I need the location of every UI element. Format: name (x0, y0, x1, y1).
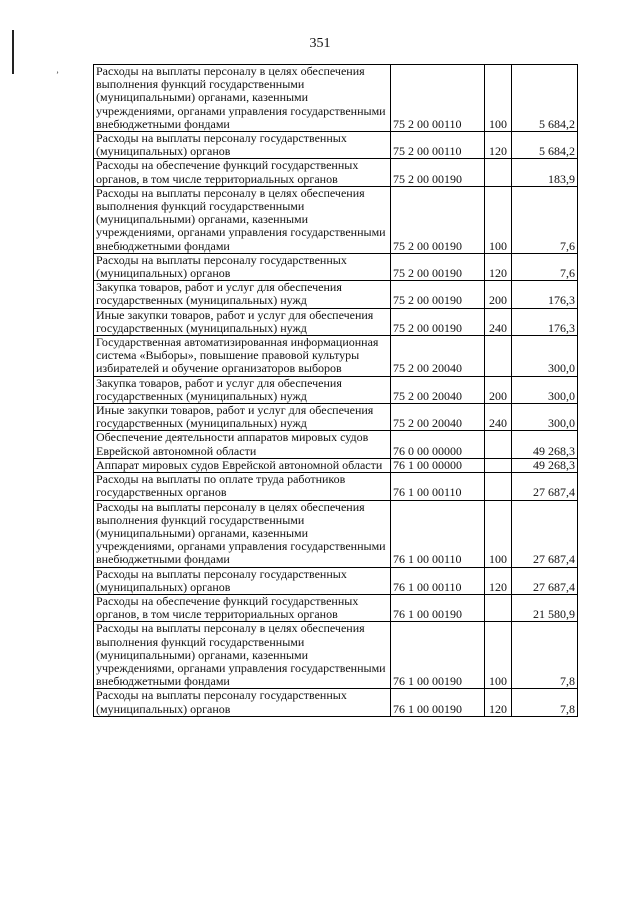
row-vr-cell: 120 (485, 253, 512, 280)
row-amount-cell: 27 687,4 (512, 473, 578, 500)
row-name-cell: Расходы на выплаты персоналу в целях обеспечения выполнения функций государственными (муниципальными) органами, казенными учреждениями, органами управления государственными внебюджетными фондами (94, 65, 391, 132)
row-code-cell: 75 2 00 00190 (391, 253, 485, 280)
row-name-cell: Расходы на обеспечение функций государственных органов, в том числе территориальных органов (94, 159, 391, 186)
row-name-cell: Обеспечение деятельности аппаратов мировых судов Еврейской автономной области (94, 431, 391, 458)
row-amount-cell: 21 580,9 (512, 594, 578, 621)
table-row (94, 308, 578, 335)
row-amount-cell: 300,0 (512, 336, 578, 377)
row-vr-cell: 100 (485, 500, 512, 567)
row-name-cell: Расходы на выплаты персоналу в целях обеспечения выполнения функций государственными (муниципальными) органами, казенными учреждениями, органами управления государственными внебюджетными фондами (94, 622, 391, 689)
row-code-cell: 76 1 00 00110 (391, 567, 485, 594)
margin-mark: ’ (56, 70, 59, 80)
row-code-cell: 75 2 00 00190 (391, 281, 485, 308)
table-row (94, 186, 578, 253)
row-code-cell: 75 2 00 00190 (391, 159, 485, 186)
row-name-cell: Расходы на выплаты персоналу в целях обеспечения выполнения функций государственными (муниципальными) органами, казенными учреждениями, органами управления государственными внебюджетными фондами (94, 500, 391, 567)
row-vr-cell (485, 336, 512, 377)
row-code-cell: 76 1 00 00190 (391, 689, 485, 716)
row-amount-cell: 49 268,3 (512, 431, 578, 458)
row-name-cell: Государственная автоматизированная информационная система «Выборы», повышение правовой культуры избирателей и обучение организаторов выборов (94, 336, 391, 377)
table-row (94, 281, 578, 308)
row-name-cell: Расходы на выплаты персоналу государственных (муниципальных) органов (94, 689, 391, 716)
row-name-cell: Закупка товаров, работ и услуг для обеспечения государственных (муниципальных) нужд (94, 376, 391, 403)
row-name-cell: Иные закупки товаров, работ и услуг для обеспечения государственных (муниципальных) нужд (94, 404, 391, 431)
row-name-cell: Аппарат мировых судов Еврейской автономной области (94, 458, 391, 472)
row-name-cell: Закупка товаров, работ и услуг для обеспечения государственных (муниципальных) нужд (94, 281, 391, 308)
row-amount-cell: 7,6 (512, 253, 578, 280)
row-code-cell: 75 2 00 20040 (391, 404, 485, 431)
row-vr-cell: 100 (485, 186, 512, 253)
row-code-cell: 76 1 00 00110 (391, 500, 485, 567)
table-row (94, 567, 578, 594)
table-row (94, 159, 578, 186)
row-amount-cell: 300,0 (512, 376, 578, 403)
row-vr-cell: 200 (485, 376, 512, 403)
row-code-cell: 76 1 00 00190 (391, 594, 485, 621)
row-code-cell: 75 2 00 00110 (391, 65, 485, 132)
row-vr-cell: 120 (485, 567, 512, 594)
row-name-cell: Расходы на выплаты персоналу государственных (муниципальных) органов (94, 132, 391, 159)
row-vr-cell: 200 (485, 281, 512, 308)
table-row (94, 336, 578, 377)
row-vr-cell (485, 473, 512, 500)
row-vr-cell: 120 (485, 689, 512, 716)
row-code-cell: 75 2 00 20040 (391, 336, 485, 377)
row-code-cell: 76 1 00 00110 (391, 473, 485, 500)
row-amount-cell: 5 684,2 (512, 132, 578, 159)
row-code-cell: 76 1 00 00190 (391, 622, 485, 689)
table-row (94, 500, 578, 567)
table-row (94, 404, 578, 431)
row-code-cell: 76 0 00 00000 (391, 431, 485, 458)
row-code-cell: 75 2 00 00190 (391, 186, 485, 253)
table-row (94, 689, 578, 716)
row-vr-cell: 240 (485, 404, 512, 431)
table-row (94, 376, 578, 403)
row-amount-cell: 176,3 (512, 281, 578, 308)
table-row (94, 473, 578, 500)
row-amount-cell: 7,6 (512, 186, 578, 253)
table-row (94, 253, 578, 280)
budget-table (93, 64, 578, 717)
row-amount-cell: 27 687,4 (512, 500, 578, 567)
table-row (94, 594, 578, 621)
row-amount-cell: 7,8 (512, 622, 578, 689)
table-row (94, 132, 578, 159)
row-amount-cell: 5 684,2 (512, 65, 578, 132)
row-name-cell: Расходы на выплаты персоналу государственных (муниципальных) органов (94, 253, 391, 280)
row-code-cell: 75 2 00 00110 (391, 132, 485, 159)
page-number: 351 (309, 36, 331, 51)
row-amount-cell: 300,0 (512, 404, 578, 431)
row-name-cell: Расходы на выплаты по оплате труда работников государственных органов (94, 473, 391, 500)
row-name-cell: Расходы на выплаты персоналу государственных (муниципальных) органов (94, 567, 391, 594)
row-name-cell: Расходы на обеспечение функций государственных органов, в том числе территориальных органов (94, 594, 391, 621)
row-vr-cell: 240 (485, 308, 512, 335)
row-vr-cell (485, 159, 512, 186)
table-row (94, 431, 578, 458)
table-row (94, 622, 578, 689)
row-code-cell: 75 2 00 20040 (391, 376, 485, 403)
row-code-cell: 75 2 00 00190 (391, 308, 485, 335)
row-vr-cell: 120 (485, 132, 512, 159)
table-row (94, 458, 578, 472)
row-vr-cell: 100 (485, 65, 512, 132)
row-vr-cell (485, 431, 512, 458)
row-vr-cell (485, 594, 512, 621)
row-amount-cell: 27 687,4 (512, 567, 578, 594)
row-vr-cell (485, 458, 512, 472)
row-name-cell: Расходы на выплаты персоналу в целях обеспечения выполнения функций государственными (муниципальными) органами, казенными учреждениями, органами управления государственными внебюджетными фондами (94, 186, 391, 253)
row-amount-cell: 183,9 (512, 159, 578, 186)
budget-table-body (94, 65, 578, 717)
row-name-cell: Иные закупки товаров, работ и услуг для обеспечения государственных (муниципальных) нужд (94, 308, 391, 335)
row-vr-cell: 100 (485, 622, 512, 689)
table-row (94, 65, 578, 132)
row-amount-cell: 7,8 (512, 689, 578, 716)
row-amount-cell: 176,3 (512, 308, 578, 335)
row-code-cell: 76 1 00 00000 (391, 458, 485, 472)
row-amount-cell: 49 268,3 (512, 458, 578, 472)
